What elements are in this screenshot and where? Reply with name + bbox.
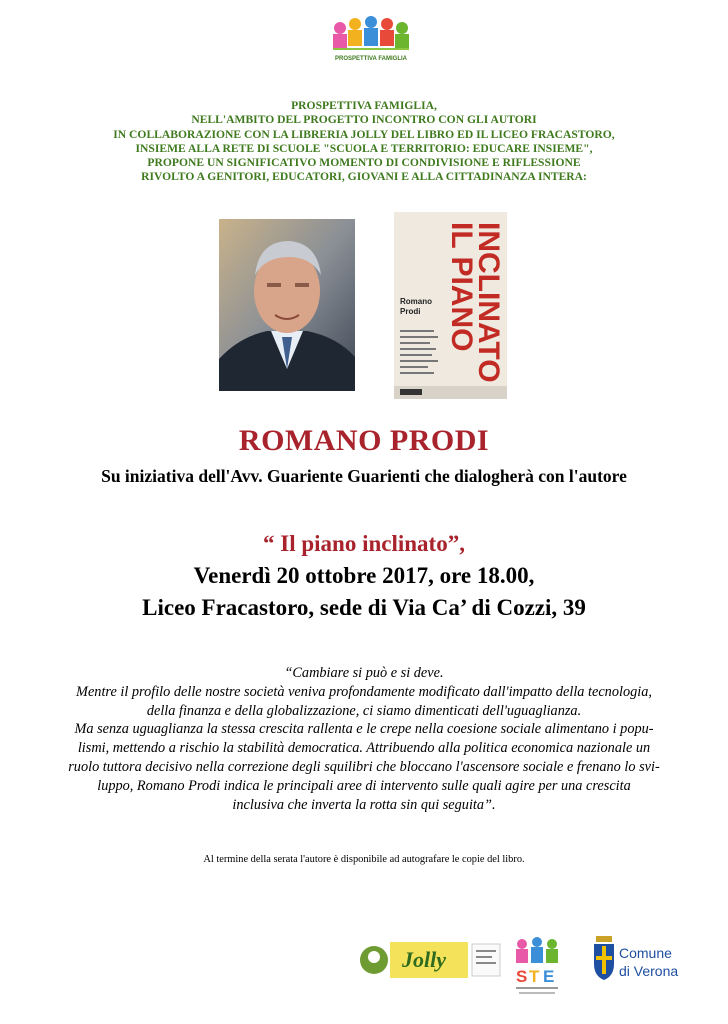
- author-name-heading: ROMANO PRODI: [238, 424, 490, 457]
- svg-text:INCLINATO: INCLINATO: [472, 222, 505, 383]
- book-quote: [0, 664, 728, 814]
- jolly-libreria-logo: [358, 940, 503, 980]
- scuola-territorio-logo: [513, 936, 561, 998]
- initiative-subtitle: Su iniziativa dell'Avv. Guariente Guarienti che dialogherà con l'autore: [101, 466, 627, 486]
- closing-note: Al termine della serata l'autore è disponibile ad autografare le copie del libro.: [203, 854, 525, 865]
- quote-line: luppo, Romano Prodi indica le principali aree di intervento sulle quali agire per una crescita: [97, 777, 631, 794]
- book-title: “ Il piano inclinato”,: [263, 531, 465, 556]
- prospettiva-famiglia-logo: [330, 14, 412, 68]
- quote-line: ruolo tuttora decisivo nella correzione degli squilibri che bloccano l'ascensore sociale e frenano lo svi-: [68, 758, 660, 775]
- intro-line: IN COLLABORAZIONE CON LA LIBRERIA JOLLY DEL LIBRO ED IL LICEO FRACASTORO,: [113, 127, 615, 141]
- intro-line: NELL'AMBITO DEL PROGETTO INCONTRO CON GLI AUTORI: [191, 113, 537, 127]
- svg-text:Prodi: Prodi: [400, 307, 421, 316]
- author-photo: [219, 219, 355, 391]
- intro-line: PROPONE UN SIGNIFICATIVO MOMENTO DI CONDIVISIONE E RIFLESSIONE: [147, 156, 581, 170]
- intro-line: INSIEME ALLA RETE DI SCUOLE "SCUOLA E TERRITORIO: EDUCARE INSIEME",: [135, 141, 593, 155]
- svg-text:PROSPETTIVA FAMIGLIA: PROSPETTIVA FAMIGLIA: [334, 56, 408, 62]
- book-cover: [394, 212, 507, 399]
- svg-text:E: E: [543, 967, 555, 986]
- svg-text:T: T: [529, 967, 540, 986]
- comune-di-verona-logo: [592, 934, 702, 984]
- intro-line: RIVOLTO A GENITORI, EDUCATORI, GIOVANI E ALLA CITTADINANZA INTERA:: [141, 170, 587, 184]
- event-venue: Liceo Fracastoro, sede di Via Ca’ di Cozzi, 39: [142, 595, 586, 620]
- event-info: [0, 528, 728, 624]
- svg-text:Comune: Comune: [619, 945, 672, 961]
- quote-line: Mentre il profilo delle nostre società veniva profondamente modificato dall'impatto della tecnologia,: [76, 683, 652, 700]
- svg-text:S: S: [516, 967, 528, 986]
- intro-line: PROSPETTIVA FAMIGLIA,: [291, 99, 437, 112]
- event-date-time: Venerdì 20 ottobre 2017, ore 18.00,: [193, 563, 535, 588]
- quote-line: “Cambiare si può e si deve.: [284, 665, 444, 681]
- intro-paragraph: [0, 99, 728, 185]
- quote-line: della finanza e della globalizzazione, ci siamo dimenticati dell'uguaglianza.: [146, 702, 582, 719]
- quote-line: lismi, mettendo a rischio la stabilità democratica. Attribuendo alla politica economica nazionale un: [77, 740, 651, 757]
- svg-text:di Verona: di Verona: [619, 963, 679, 979]
- quote-line: Ma senza uguaglianza la stessa crescita rallenta e le crepe nella coesione sociale alimentano i popu-: [74, 721, 654, 738]
- svg-text:IL PIANO: IL PIANO: [445, 222, 478, 352]
- svg-text:Jolly: Jolly: [402, 947, 446, 972]
- svg-text:Romano: Romano: [400, 297, 432, 306]
- quote-line: inclusiva che inverta la rotta sin qui seguita”.: [232, 796, 496, 813]
